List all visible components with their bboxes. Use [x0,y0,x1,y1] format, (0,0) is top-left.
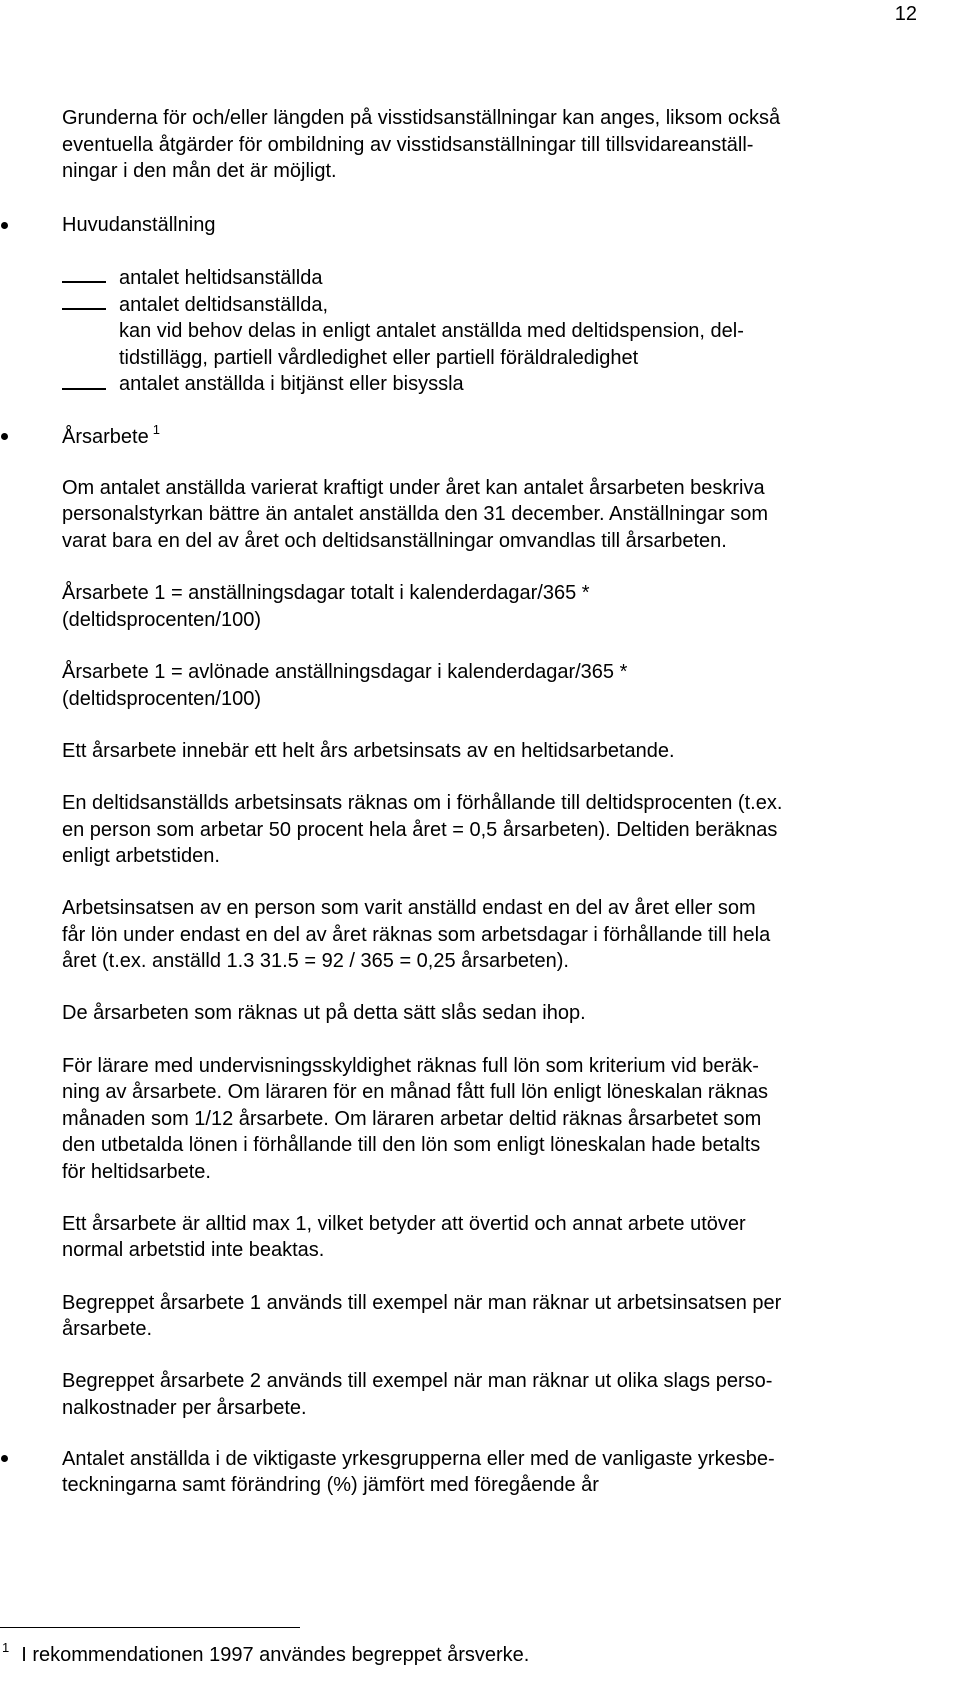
paragraph-line: De årsarbeten som räknas ut på detta sätt slås sedan ihop. [62,1002,586,1024]
paragraph-line: för heltidsarbete. [62,1161,211,1183]
paragraph-line: Begreppet årsarbete 2 används till exempel när man räknar ut olika slags perso- [62,1370,773,1392]
dash-item: antalet deltidsanställda, [119,294,329,316]
paragraph-line: månaden som 1/12 årsarbete. Om läraren arbetar deltid räknas årsarbetet som [62,1108,762,1130]
dash-item: antalet anställda i bitjänst eller bisyssla [119,373,464,395]
paragraph-line: Arbetsinsatsen av en person som varit anställd endast en del av året eller som [62,897,756,919]
paragraph-line: Årsarbete 1 = anställningsdagar totalt i kalenderdagar/365 * [62,582,590,604]
bullet-marker [1,433,8,440]
bullet-arsarbete [62,422,160,454]
bullet-marker [1,1455,8,1462]
dash-item: antalet heltidsanställda [119,267,323,289]
paragraph-line: får lön under endast en del av året räknas som arbetsdagar i förhållande till hela [62,924,771,946]
bullet-arsarbete-label: Årsarbete [62,426,149,448]
dash-marker [62,388,106,390]
footnote-marker: 1 [2,1640,10,1655]
dash-marker [62,308,106,310]
bullet-marker [1,222,8,229]
paragraph-line: ning av årsarbete. Om läraren för en månad fått full lön enligt löneskalan räknas [62,1081,768,1103]
footnote-separator [0,1627,300,1628]
paragraph-line: året (t.ex. anställd 1.3 31.5 = 92 / 365 = 0,25 årsarbeten). [62,950,569,972]
paragraph-line: Om antalet anställda varierat kraftigt under året kan antalet årsarbeten beskriva [62,477,765,499]
paragraph-line: enligt arbetstiden. [62,845,220,867]
paragraph-line: normal arbetstid inte beaktas. [62,1239,325,1261]
paragraph-line: den utbetalda lönen i förhållande till den lön som enligt löneskalan hade betalts [62,1134,761,1156]
dash-item-continuation: tidstillägg, partiell vårdledighet eller partiell föräldraledighet [119,347,639,369]
paragraph-line: årsarbete. [62,1318,153,1340]
paragraph-line: (deltidsprocenten/100) [62,688,262,710]
bullet-antalet-line: Antalet anställda i de viktigaste yrkesgrupperna eller med de vanligaste yrkesbe- [62,1448,775,1470]
paragraph-line: personalstyrkan bättre än antalet anställda den 31 december. Anställningar som [62,503,768,525]
dash-item-continuation: kan vid behov delas in enligt antalet anställda med deltidspension, del- [119,320,744,342]
paragraph-line: Årsarbete 1 = avlönade anställningsdagar i kalenderdagar/365 * [62,661,628,683]
footnote-text: I rekommendationen 1997 användes begreppet årsverke. [21,1644,530,1666]
paragraph-line: en person som arbetar 50 procent hela året = 0,5 årsarbeten). Deltiden beräknas [62,819,778,841]
paragraph-line: En deltidsanställds arbetsinsats räknas om i förhållande till deltidsprocenten (t.ex. [62,792,783,814]
dash-marker [62,281,106,283]
bullet-antalet-line: teckningarna samt förändring (%) jämfört med föregående år [62,1474,599,1496]
paragraph-line: Begreppet årsarbete 1 används till exempel när man räknar ut arbetsinsatsen per [62,1292,782,1314]
paragraph-line: (deltidsprocenten/100) [62,609,262,631]
paragraph-line: varat bara en del av året och deltidsanställningar omvandlas till årsarbeten. [62,530,727,552]
bullet-huvudanstallning: Huvudanställning [62,214,216,236]
intro-line: Grunderna för och/eller längden på visstidsanställningar kan anges, liksom också [62,107,781,129]
paragraph-line: Ett årsarbete är alltid max 1, vilket betyder att övertid och annat arbete utöver [62,1213,746,1235]
footnote-reference: 1 [152,422,160,437]
intro-line: ningar i den mån det är möjligt. [62,160,337,182]
intro-line: eventuella åtgärder för ombildning av visstidsanställningar till tillsvidareanställ- [62,134,754,156]
paragraph-line: nalkostnader per årsarbete. [62,1397,307,1419]
footnote [2,1640,529,1672]
paragraph-line: För lärare med undervisningsskyldighet räknas full lön som kriterium vid beräk- [62,1055,759,1077]
paragraph-line: Ett årsarbete innebär ett helt års arbetsinsats av en heltidsarbetande. [62,740,675,762]
page-number: 12 [894,3,917,25]
